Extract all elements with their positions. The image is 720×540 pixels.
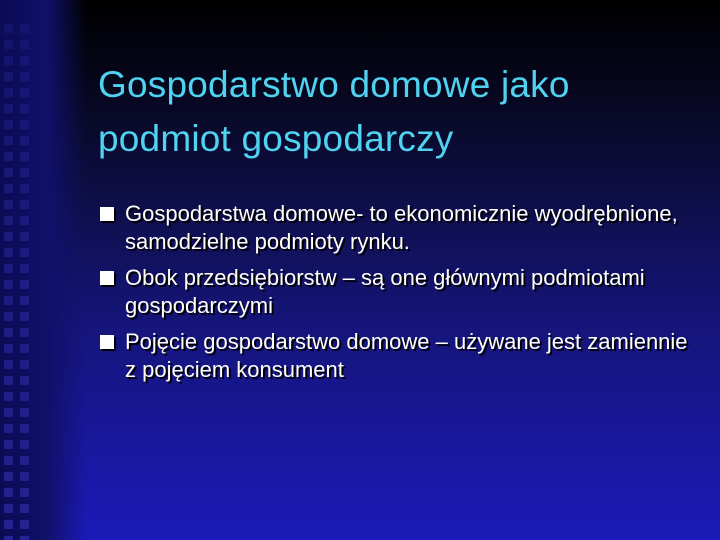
decor-square [20, 328, 29, 337]
decor-square [20, 120, 29, 129]
decor-square [20, 360, 29, 369]
decor-square [4, 168, 13, 177]
decor-square [20, 200, 29, 209]
decor-square [4, 200, 13, 209]
decor-square [4, 88, 13, 97]
decor-square [4, 232, 13, 241]
decor-square [4, 184, 13, 193]
bullet-square-icon [100, 271, 114, 285]
decor-square [20, 232, 29, 241]
decor-square [20, 88, 29, 97]
decor-square [4, 360, 13, 369]
decor-square [20, 472, 29, 481]
decor-square [4, 504, 13, 513]
decor-square [4, 408, 13, 417]
decor-square [20, 40, 29, 49]
decor-square [4, 520, 13, 529]
decor-square [4, 312, 13, 321]
decor-square [4, 328, 13, 337]
decor-square [20, 376, 29, 385]
decor-square [20, 392, 29, 401]
decor-square [4, 216, 13, 225]
decor-square [4, 56, 13, 65]
decor-square [4, 392, 13, 401]
decor-square [20, 344, 29, 353]
bullet-square-icon [100, 207, 114, 221]
bullet-square-icon [100, 335, 114, 349]
decor-square [20, 440, 29, 449]
decor-square [20, 504, 29, 513]
decor-square [4, 136, 13, 145]
bullet-item [100, 200, 700, 256]
bullet-item [100, 328, 700, 384]
decor-square [20, 184, 29, 193]
decor-square [4, 296, 13, 305]
decor-square [20, 136, 29, 145]
bullet-text: Obok przedsiębiorstw – są one głównymi podmiotami gospodarczymi [125, 265, 645, 318]
decor-square [20, 456, 29, 465]
decor-square [20, 424, 29, 433]
bullet-list [100, 200, 700, 392]
decor-square [4, 280, 13, 289]
decor-square [20, 72, 29, 81]
decor-square [20, 216, 29, 225]
decor-square [4, 104, 13, 113]
bullet-item [100, 264, 700, 320]
decor-square-pattern [0, 0, 40, 540]
decor-square [20, 536, 29, 540]
decor-square [20, 264, 29, 273]
decor-square [4, 72, 13, 81]
decor-square [20, 312, 29, 321]
decor-square [4, 440, 13, 449]
decor-square [4, 152, 13, 161]
decor-square [20, 168, 29, 177]
decor-square [20, 24, 29, 33]
decor-square [20, 248, 29, 257]
decor-square [4, 264, 13, 273]
slide-title: Gospodarstwo domowe jako podmiot gospodarczy [98, 64, 570, 159]
decor-square [20, 56, 29, 65]
decor-square [4, 488, 13, 497]
decor-square [20, 152, 29, 161]
decor-square [4, 344, 13, 353]
decor-square [20, 520, 29, 529]
decor-square [4, 472, 13, 481]
bullet-text: Gospodarstwa domowe- to ekonomicznie wyodrębnione, samodzielne podmioty rynku. [125, 201, 678, 254]
bullet-text: Pojęcie gospodarstwo domowe – używane jest zamiennie z pojęciem konsument [125, 329, 688, 382]
decor-square [20, 488, 29, 497]
decor-square [4, 248, 13, 257]
decor-square [4, 40, 13, 49]
decor-square [4, 120, 13, 129]
decor-square [20, 280, 29, 289]
decor-square [20, 104, 29, 113]
decor-square [20, 408, 29, 417]
decor-square [4, 424, 13, 433]
decor-square [4, 376, 13, 385]
decor-square [4, 24, 13, 33]
decor-square [4, 456, 13, 465]
decor-square [4, 536, 13, 540]
decor-square [20, 296, 29, 305]
